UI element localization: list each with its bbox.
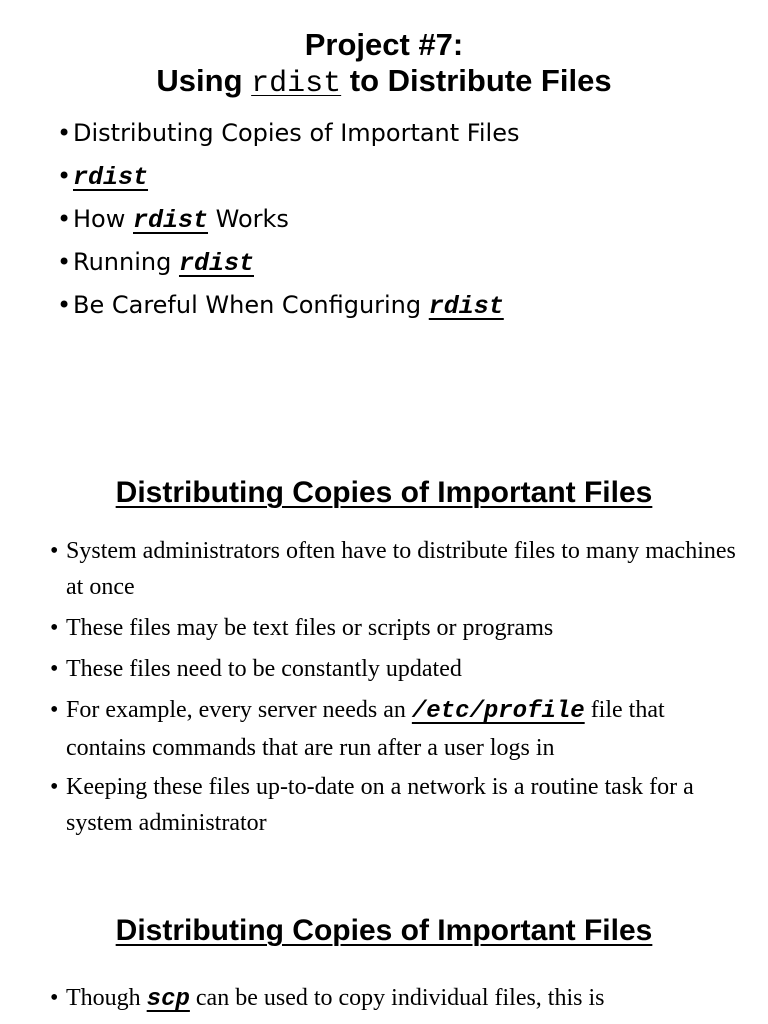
bullet-list — [48, 533, 748, 846]
bullet-list — [48, 980, 748, 1021]
bullet-item: • For example, every server needs an /etc/profile file that contains commands that are run after a user logs in — [48, 692, 748, 766]
bullet-item: • These files may be text files or scripts or programs — [48, 610, 748, 648]
title-text: to Distribute Files — [341, 63, 612, 98]
contents-list — [57, 112, 519, 327]
slide-title-line-2 — [0, 63, 768, 102]
slide-title — [0, 0, 768, 380]
contents-item: • Be Careful When Configuring rdist — [57, 284, 519, 327]
slide-title-line-1 — [0, 27, 768, 63]
title-text: Using — [156, 63, 252, 98]
slide-heading: Distributing Copies of Important Files — [115, 476, 653, 509]
bullet-item: • Though scp can be used to copy individual files, this is — [48, 980, 748, 1018]
bullet-item: • Keeping these files up-to-date on a network is a routine task for a system administrator — [48, 769, 748, 843]
bullet-item: • These files need to be constantly updated — [48, 651, 748, 689]
slide-heading: Distributing Copies of Important Files — [115, 914, 653, 947]
title-code: rdist — [251, 67, 342, 101]
contents-item: • Distributing Copies of Important Files — [57, 112, 519, 155]
contents-item: • How rdist Works — [57, 198, 519, 241]
title-text: Project #7: — [304, 27, 464, 62]
contents-item: • Running rdist — [57, 241, 519, 284]
bullet-item: • System administrators often have to distribute files to many machines at once — [48, 533, 748, 607]
contents-item: • rdist — [57, 155, 519, 198]
